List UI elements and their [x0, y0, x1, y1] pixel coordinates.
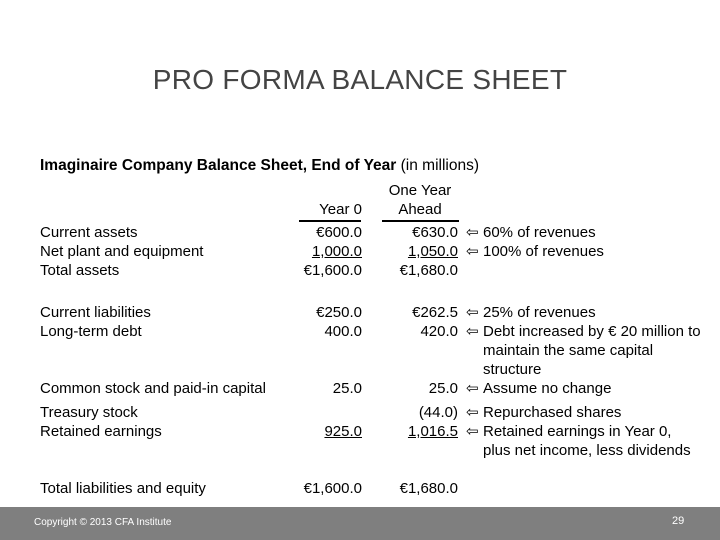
arrow-left-icon: ⇦ — [466, 380, 479, 397]
header-year1-line2: Ahead — [398, 201, 442, 218]
caption-units: (in millions) — [396, 157, 480, 174]
value-total-liabilities-equity-y0: €1,600.0 — [303, 480, 362, 497]
label-current-assets: Current assets — [40, 224, 138, 241]
value-treasury-stock-y1: (44.0) — [418, 404, 458, 421]
note-current-assets: 60% of revenues — [483, 224, 596, 241]
value-current-liabilities-y1: €262.5 — [412, 304, 458, 321]
label-retained-earnings: Retained earnings — [40, 423, 162, 440]
header-year0: Year 0 — [319, 201, 362, 218]
note-long-term-debt: Debt increased by € 20 million to maintain the same capital structure — [483, 323, 701, 378]
note-current-liabilities: 25% of revenues — [483, 304, 596, 321]
value-total-assets-y0: €1,600.0 — [303, 262, 362, 279]
value-retained-earnings-y1: 1,016.5 — [407, 423, 458, 440]
table-caption — [40, 157, 479, 175]
value-total-assets-y1: €1,680.0 — [399, 262, 458, 279]
label-net-plant: Net plant and equipment — [40, 243, 204, 260]
value-total-liabilities-equity-y1: €1,680.0 — [399, 480, 458, 497]
value-current-assets-y0: €600.0 — [316, 224, 362, 241]
label-common-stock: Common stock and paid-in capital — [40, 380, 266, 397]
copyright-text: Copyright © 2013 CFA Institute — [34, 517, 172, 528]
value-long-term-debt-y0: 400.0 — [324, 323, 362, 340]
arrow-left-icon: ⇦ — [466, 323, 479, 340]
label-treasury-stock: Treasury stock — [40, 404, 138, 421]
arrow-left-icon: ⇦ — [466, 404, 479, 421]
header-rule-year0 — [299, 220, 361, 222]
note-retained-earnings: Retained earnings in Year 0, plus net income, less dividends — [483, 423, 691, 459]
value-common-stock-y0: 25.0 — [332, 380, 362, 397]
caption-bold: Imaginaire Company Balance Sheet, End of Year — [40, 157, 397, 174]
note-net-plant: 100% of revenues — [483, 243, 604, 260]
note-treasury-stock: Repurchased shares — [483, 404, 622, 421]
arrow-left-icon: ⇦ — [466, 423, 479, 440]
note-common-stock: Assume no change — [483, 380, 612, 397]
arrow-left-icon: ⇦ — [466, 224, 479, 241]
value-long-term-debt-y1: 420.0 — [420, 323, 458, 340]
header-year1-line1: One Year — [388, 182, 452, 199]
value-retained-earnings-y0: 925.0 — [324, 423, 362, 440]
page-number: 29 — [672, 515, 685, 527]
slide-title: PRO FORMA BALANCE SHEET — [152, 64, 568, 95]
value-current-liabilities-y0: €250.0 — [316, 304, 362, 321]
value-net-plant-y0: 1,000.0 — [311, 243, 362, 260]
value-common-stock-y1: 25.0 — [428, 380, 458, 397]
value-net-plant-y1: 1,050.0 — [407, 243, 458, 260]
arrow-left-icon: ⇦ — [466, 304, 479, 321]
label-total-liabilities-equity: Total liabilities and equity — [40, 480, 206, 497]
arrow-left-icon: ⇦ — [466, 243, 479, 260]
label-current-liabilities: Current liabilities — [40, 304, 151, 321]
header-rule-year1 — [382, 220, 459, 222]
label-total-assets: Total assets — [40, 262, 120, 279]
value-current-assets-y1: €630.0 — [412, 224, 458, 241]
label-long-term-debt: Long-term debt — [40, 323, 142, 340]
